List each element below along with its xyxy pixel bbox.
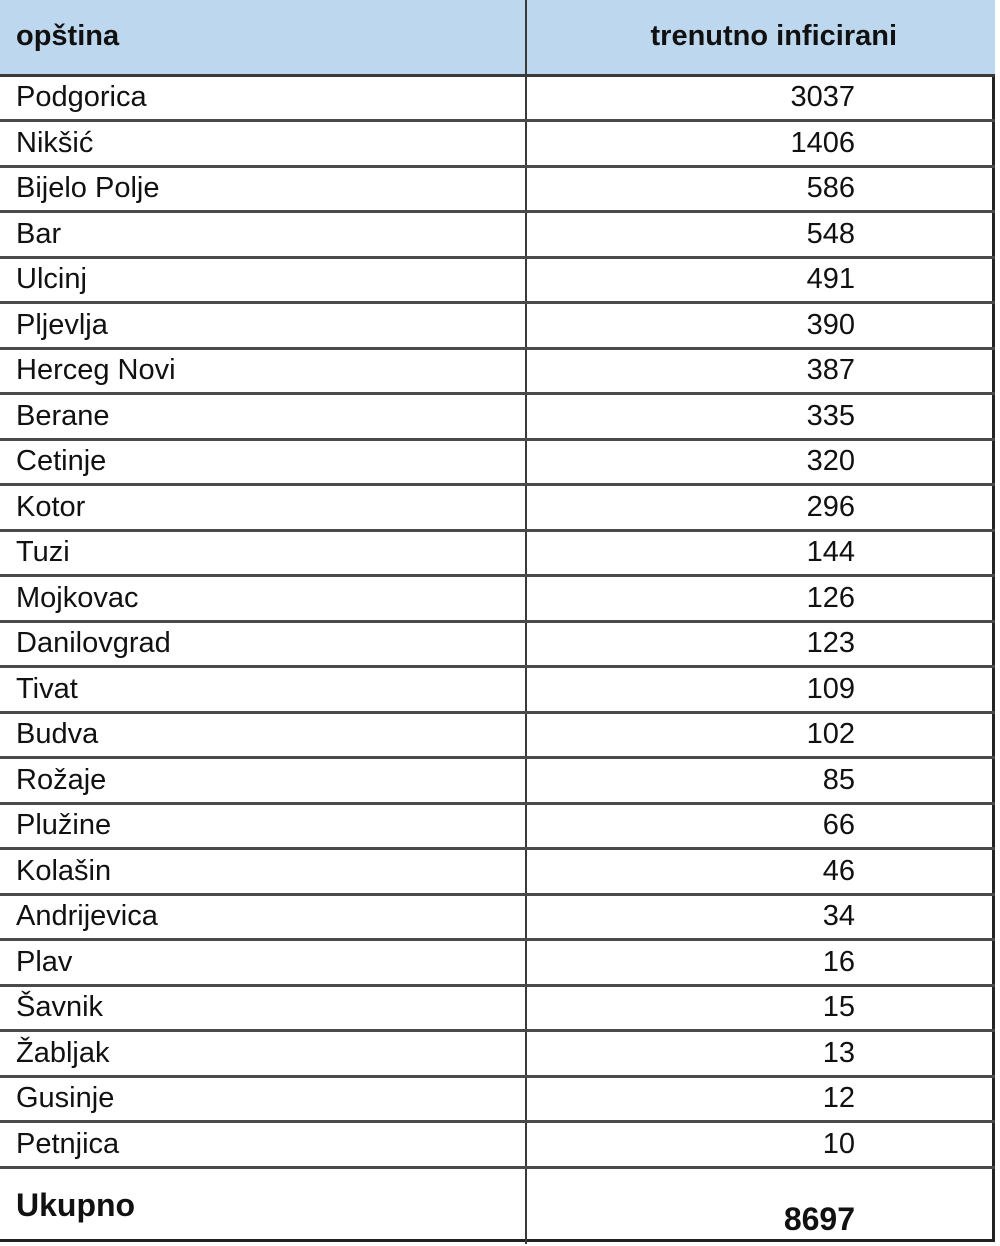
municipality-cell: Ulcinj — [0, 257, 526, 303]
table-row — [0, 257, 995, 303]
municipality-cell: Žabljak — [0, 1031, 526, 1077]
active-cases-cell: 15 — [526, 985, 995, 1031]
municipality-cell: Cetinje — [0, 439, 526, 485]
municipality-cell: Nikšić — [0, 121, 526, 167]
table-row — [0, 712, 995, 758]
active-cases-cell: 548 — [526, 212, 995, 258]
active-cases-cell: 10 — [526, 1122, 995, 1168]
column-header-municipality: opština — [0, 0, 526, 75]
municipality-cell: Podgorica — [0, 75, 526, 121]
active-cases-cell: 387 — [526, 348, 995, 394]
active-cases-cell: 16 — [526, 940, 995, 986]
active-cases-cell: 12 — [526, 1076, 995, 1122]
active-cases-cell: 109 — [526, 667, 995, 713]
active-cases-cell: 3037 — [526, 75, 995, 121]
table-row — [0, 1076, 995, 1122]
municipality-cell: Berane — [0, 394, 526, 440]
active-cases-cell: 296 — [526, 485, 995, 531]
active-cases-cell: 1406 — [526, 121, 995, 167]
active-cases-cell: 491 — [526, 257, 995, 303]
table-row — [0, 348, 995, 394]
table-row — [0, 621, 995, 667]
table-row — [0, 303, 995, 349]
table-footer — [0, 1167, 995, 1244]
table-body — [0, 75, 995, 1167]
table-row — [0, 530, 995, 576]
municipality-cell: Budva — [0, 712, 526, 758]
active-cases-cell: 46 — [526, 849, 995, 895]
active-cases-cell: 144 — [526, 530, 995, 576]
municipality-cell: Danilovgrad — [0, 621, 526, 667]
municipality-cell: Herceg Novi — [0, 348, 526, 394]
table-row — [0, 849, 995, 895]
active-cases-cell: 390 — [526, 303, 995, 349]
municipality-cell: Petnjica — [0, 1122, 526, 1168]
active-cases-cell: 320 — [526, 439, 995, 485]
active-cases-cell: 102 — [526, 712, 995, 758]
municipality-cell: Mojkovac — [0, 576, 526, 622]
active-cases-cell: 34 — [526, 894, 995, 940]
active-cases-cell: 126 — [526, 576, 995, 622]
table-row — [0, 212, 995, 258]
active-cases-cell: 123 — [526, 621, 995, 667]
total-row — [0, 1167, 995, 1244]
table-row — [0, 1031, 995, 1077]
table-row — [0, 1122, 995, 1168]
total-value: 8697 — [783, 1201, 855, 1237]
header-row — [0, 0, 995, 75]
table-row — [0, 758, 995, 804]
table-header — [0, 0, 995, 75]
table-row — [0, 940, 995, 986]
municipality-cell: Tivat — [0, 667, 526, 713]
table-row — [0, 894, 995, 940]
table-row — [0, 439, 995, 485]
municipality-cell: Pljevlja — [0, 303, 526, 349]
table-row — [0, 75, 995, 121]
table-row — [0, 121, 995, 167]
municipality-cell: Bar — [0, 212, 526, 258]
municipality-cell: Andrijevica — [0, 894, 526, 940]
municipality-cell: Gusinje — [0, 1076, 526, 1122]
table-row — [0, 485, 995, 531]
table-row — [0, 667, 995, 713]
column-header-active-cases: trenutno inficirani — [526, 0, 995, 75]
municipality-cell: Šavnik — [0, 985, 526, 1031]
municipality-cell: Rožaje — [0, 758, 526, 804]
municipality-cell: Plužine — [0, 803, 526, 849]
table-row — [0, 985, 995, 1031]
total-label: Ukupno — [0, 1167, 526, 1244]
active-cases-cell: 85 — [526, 758, 995, 804]
active-cases-cell: 335 — [526, 394, 995, 440]
table-row — [0, 394, 995, 440]
municipality-cell: Bijelo Polje — [0, 166, 526, 212]
active-cases-cell: 13 — [526, 1031, 995, 1077]
active-cases-cell: 66 — [526, 803, 995, 849]
table-row — [0, 803, 995, 849]
municipality-cell: Plav — [0, 940, 526, 986]
active-cases-cell: 586 — [526, 166, 995, 212]
table-row — [0, 576, 995, 622]
municipality-cell: Tuzi — [0, 530, 526, 576]
municipality-cell: Kotor — [0, 485, 526, 531]
municipality-cell: Kolašin — [0, 849, 526, 895]
table-row — [0, 166, 995, 212]
